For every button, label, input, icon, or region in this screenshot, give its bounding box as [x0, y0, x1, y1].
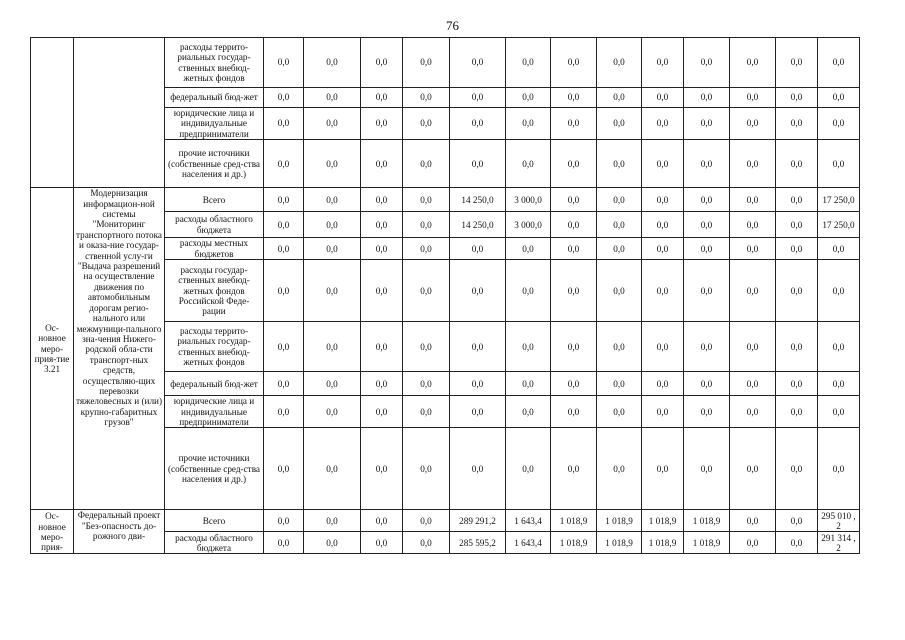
value-cell: 0,0 — [730, 238, 776, 260]
value-cell: 0,0 — [818, 372, 860, 396]
value-cell: 0,0 — [304, 212, 361, 238]
value-cell: 0,0 — [403, 428, 450, 510]
value-cell: 1 018,9 — [642, 532, 684, 554]
value-cell: 0,0 — [730, 322, 776, 372]
value-cell: 0,0 — [264, 322, 304, 372]
budget-table — [30, 37, 860, 554]
funding-source-cell: расходы террито-риальных государ-ственных внебюд-жетных фондов — [165, 322, 264, 372]
value-cell: 0,0 — [361, 238, 403, 260]
value-cell: 0,0 — [403, 188, 450, 212]
value-cell: 0,0 — [730, 396, 776, 428]
value-cell: 0,0 — [684, 140, 730, 188]
value-cell: 0,0 — [403, 532, 450, 554]
value-cell: 3 000,0 — [506, 188, 551, 212]
value-cell: 0,0 — [361, 532, 403, 554]
value-cell: 0,0 — [597, 260, 642, 322]
value-cell: 0,0 — [597, 108, 642, 140]
value-cell: 0,0 — [506, 396, 551, 428]
value-cell: 0,0 — [818, 428, 860, 510]
value-cell: 0,0 — [818, 238, 860, 260]
value-cell: 1 018,9 — [642, 510, 684, 532]
value-cell: 0,0 — [597, 140, 642, 188]
value-cell: 0,0 — [264, 88, 304, 108]
value-cell: 0,0 — [403, 88, 450, 108]
funding-source-cell: расходы областного бюджета — [165, 212, 264, 238]
value-cell: 0,0 — [551, 38, 597, 88]
value-cell: 0,0 — [730, 140, 776, 188]
value-cell: 0,0 — [264, 140, 304, 188]
value-cell: 0,0 — [776, 372, 818, 396]
value-cell: 0,0 — [776, 212, 818, 238]
value-cell: 0,0 — [684, 260, 730, 322]
value-cell: 0,0 — [551, 238, 597, 260]
value-cell: 0,0 — [730, 428, 776, 510]
value-cell: 0,0 — [403, 322, 450, 372]
value-cell: 0,0 — [450, 38, 506, 88]
value-cell: 0,0 — [304, 260, 361, 322]
value-cell: 0,0 — [730, 38, 776, 88]
value-cell: 0,0 — [642, 88, 684, 108]
value-cell: 0,0 — [684, 428, 730, 510]
value-cell: 0,0 — [597, 396, 642, 428]
value-cell: 0,0 — [551, 188, 597, 212]
value-cell: 0,0 — [403, 510, 450, 532]
value-cell: 0,0 — [551, 212, 597, 238]
value-cell: 0,0 — [684, 88, 730, 108]
funding-source-cell: юридические лица и индивидуальные предприниматели — [165, 396, 264, 428]
description-cell: Модернизация информацион-ной системы "Мониторинг транспортного потока и оказа-ние государ-ственной услу-ги "Выдача разрешений на осуществление движения по автомобильным дорогам регио-нального или межмуници-пального зна-чения Нижего-родской обла-сти транспорт-ных средств, осуществляю-щих перевозки тяжеловесных и (или) крупно-габаритных грузов" — [74, 188, 165, 510]
value-cell: 0,0 — [551, 322, 597, 372]
value-cell: 0,0 — [684, 38, 730, 88]
value-cell: 291 314 ,2 — [818, 532, 860, 554]
value-cell: 0,0 — [506, 322, 551, 372]
value-cell: 0,0 — [730, 188, 776, 212]
value-cell: 0,0 — [642, 140, 684, 188]
value-cell: 0,0 — [361, 372, 403, 396]
value-cell: 0,0 — [818, 88, 860, 108]
value-cell: 0,0 — [361, 38, 403, 88]
table-row — [31, 38, 860, 88]
value-cell: 17 250,0 — [818, 188, 860, 212]
page-number: 76 — [446, 18, 459, 33]
value-cell: 0,0 — [730, 510, 776, 532]
value-cell: 0,0 — [304, 428, 361, 510]
value-cell: 0,0 — [818, 140, 860, 188]
value-cell: 0,0 — [506, 88, 551, 108]
funding-source-cell: федеральный бюд-жет — [165, 372, 264, 396]
value-cell: 0,0 — [403, 212, 450, 238]
value-cell: 0,0 — [304, 108, 361, 140]
value-cell: 0,0 — [597, 372, 642, 396]
value-cell: 0,0 — [642, 238, 684, 260]
measure-cell: Ос-новное меро-прия-тие 3.21 — [31, 188, 74, 510]
value-cell: 0,0 — [597, 212, 642, 238]
value-cell: 0,0 — [506, 260, 551, 322]
measure-cell: Ос-новное меро-прия- — [31, 510, 74, 554]
funding-source-cell: расходы местных бюджетов — [165, 238, 264, 260]
funding-source-cell: расходы областного бюджета — [165, 532, 264, 554]
funding-source-cell: юридические лица и индивидуальные предприниматели — [165, 108, 264, 140]
value-cell: 0,0 — [264, 188, 304, 212]
value-cell: 285 595,2 — [450, 532, 506, 554]
value-cell: 1 643,4 — [506, 510, 551, 532]
value-cell: 0,0 — [684, 108, 730, 140]
value-cell: 0,0 — [264, 238, 304, 260]
value-cell: 0,0 — [684, 238, 730, 260]
value-cell: 0,0 — [730, 88, 776, 108]
value-cell: 0,0 — [684, 188, 730, 212]
value-cell: 0,0 — [551, 396, 597, 428]
value-cell: 0,0 — [506, 372, 551, 396]
value-cell: 0,0 — [361, 140, 403, 188]
value-cell: 0,0 — [506, 238, 551, 260]
value-cell: 0,0 — [264, 260, 304, 322]
value-cell: 0,0 — [361, 396, 403, 428]
value-cell: 295 010 ,2 — [818, 510, 860, 532]
value-cell: 0,0 — [642, 38, 684, 88]
value-cell: 0,0 — [730, 260, 776, 322]
value-cell: 0,0 — [361, 188, 403, 212]
table-row — [31, 510, 860, 532]
value-cell: 0,0 — [730, 532, 776, 554]
value-cell: 289 291,2 — [450, 510, 506, 532]
value-cell: 1 018,9 — [551, 510, 597, 532]
value-cell: 0,0 — [361, 322, 403, 372]
description-cell: Федеральный проект "Без-опасность до-рожного дви- — [74, 510, 165, 554]
value-cell: 0,0 — [642, 108, 684, 140]
value-cell: 0,0 — [264, 212, 304, 238]
value-cell: 1 643,4 — [506, 532, 551, 554]
value-cell: 0,0 — [304, 510, 361, 532]
value-cell: 0,0 — [264, 108, 304, 140]
value-cell: 0,0 — [551, 140, 597, 188]
value-cell: 0,0 — [776, 260, 818, 322]
value-cell: 0,0 — [450, 396, 506, 428]
value-cell: 0,0 — [818, 38, 860, 88]
value-cell: 0,0 — [304, 372, 361, 396]
value-cell: 0,0 — [450, 322, 506, 372]
value-cell: 0,0 — [304, 396, 361, 428]
value-cell: 0,0 — [403, 396, 450, 428]
value-cell: 0,0 — [506, 428, 551, 510]
value-cell: 0,0 — [506, 38, 551, 88]
value-cell: 0,0 — [361, 108, 403, 140]
funding-source-cell: Всего — [165, 188, 264, 212]
value-cell: 0,0 — [264, 38, 304, 88]
value-cell: 0,0 — [264, 510, 304, 532]
value-cell: 0,0 — [304, 88, 361, 108]
value-cell: 0,0 — [450, 428, 506, 510]
value-cell: 0,0 — [776, 396, 818, 428]
value-cell: 0,0 — [776, 140, 818, 188]
description-cell — [74, 38, 165, 188]
value-cell: 0,0 — [642, 212, 684, 238]
value-cell: 0,0 — [506, 140, 551, 188]
value-cell: 0,0 — [597, 428, 642, 510]
value-cell: 0,0 — [776, 38, 818, 88]
value-cell: 0,0 — [776, 510, 818, 532]
value-cell: 0,0 — [304, 38, 361, 88]
value-cell: 17 250,0 — [818, 212, 860, 238]
value-cell: 1 018,9 — [551, 532, 597, 554]
value-cell: 0,0 — [642, 396, 684, 428]
value-cell: 0,0 — [684, 322, 730, 372]
funding-source-cell: федеральный бюд-жет — [165, 88, 264, 108]
value-cell: 0,0 — [776, 322, 818, 372]
value-cell: 0,0 — [264, 396, 304, 428]
value-cell: 0,0 — [776, 188, 818, 212]
value-cell: 0,0 — [450, 260, 506, 322]
value-cell: 0,0 — [730, 212, 776, 238]
funding-source-cell: прочие источники (собственные сред-ства населения и др.) — [165, 140, 264, 188]
value-cell: 1 018,9 — [684, 510, 730, 532]
value-cell: 0,0 — [506, 108, 551, 140]
value-cell: 0,0 — [597, 38, 642, 88]
value-cell: 0,0 — [776, 108, 818, 140]
value-cell: 0,0 — [361, 260, 403, 322]
value-cell: 3 000,0 — [506, 212, 551, 238]
value-cell: 0,0 — [450, 238, 506, 260]
value-cell: 0,0 — [776, 88, 818, 108]
value-cell: 0,0 — [551, 372, 597, 396]
value-cell: 0,0 — [597, 188, 642, 212]
value-cell: 1 018,9 — [684, 532, 730, 554]
value-cell: 0,0 — [361, 212, 403, 238]
value-cell: 0,0 — [551, 428, 597, 510]
value-cell: 0,0 — [684, 396, 730, 428]
value-cell: 0,0 — [450, 108, 506, 140]
value-cell: 0,0 — [730, 108, 776, 140]
value-cell: 0,0 — [403, 372, 450, 396]
value-cell: 0,0 — [403, 140, 450, 188]
funding-source-cell: прочие источники (собственные сред-ства населения и др.) — [165, 428, 264, 510]
value-cell: 0,0 — [642, 188, 684, 212]
value-cell: 0,0 — [684, 212, 730, 238]
measure-cell — [31, 38, 74, 188]
funding-source-cell: Всего — [165, 510, 264, 532]
value-cell: 0,0 — [304, 140, 361, 188]
value-cell: 0,0 — [304, 238, 361, 260]
value-cell: 0,0 — [818, 260, 860, 322]
value-cell: 0,0 — [450, 88, 506, 108]
value-cell: 0,0 — [304, 188, 361, 212]
value-cell: 0,0 — [642, 372, 684, 396]
value-cell: 0,0 — [403, 238, 450, 260]
value-cell: 0,0 — [304, 532, 361, 554]
value-cell: 0,0 — [776, 238, 818, 260]
funding-source-cell: расходы террито-риальных государ-ственных внебюд-жетных фондов — [165, 38, 264, 88]
value-cell: 0,0 — [818, 108, 860, 140]
value-cell: 0,0 — [818, 396, 860, 428]
value-cell: 0,0 — [403, 38, 450, 88]
value-cell: 14 250,0 — [450, 212, 506, 238]
value-cell: 0,0 — [642, 260, 684, 322]
value-cell: 0,0 — [450, 140, 506, 188]
funding-source-cell: расходы государ-ственных внебюд-жетных фондов Российской Феде-рации — [165, 260, 264, 322]
value-cell: 0,0 — [361, 510, 403, 532]
value-cell: 0,0 — [264, 428, 304, 510]
value-cell: 0,0 — [684, 372, 730, 396]
value-cell: 0,0 — [818, 322, 860, 372]
value-cell: 0,0 — [551, 108, 597, 140]
value-cell: 0,0 — [264, 372, 304, 396]
value-cell: 0,0 — [551, 88, 597, 108]
value-cell: 0,0 — [597, 322, 642, 372]
value-cell: 1 018,9 — [597, 532, 642, 554]
value-cell: 0,0 — [776, 532, 818, 554]
value-cell: 0,0 — [403, 108, 450, 140]
table-row — [31, 188, 860, 212]
value-cell: 0,0 — [361, 88, 403, 108]
value-cell: 0,0 — [730, 372, 776, 396]
value-cell: 0,0 — [304, 322, 361, 372]
value-cell: 0,0 — [597, 238, 642, 260]
value-cell: 0,0 — [551, 260, 597, 322]
value-cell: 0,0 — [450, 372, 506, 396]
value-cell: 0,0 — [642, 428, 684, 510]
value-cell: 0,0 — [776, 428, 818, 510]
value-cell: 1 018,9 — [597, 510, 642, 532]
value-cell: 0,0 — [403, 260, 450, 322]
value-cell: 0,0 — [264, 532, 304, 554]
value-cell: 0,0 — [597, 88, 642, 108]
value-cell: 14 250,0 — [450, 188, 506, 212]
value-cell: 0,0 — [361, 428, 403, 510]
value-cell: 0,0 — [642, 322, 684, 372]
